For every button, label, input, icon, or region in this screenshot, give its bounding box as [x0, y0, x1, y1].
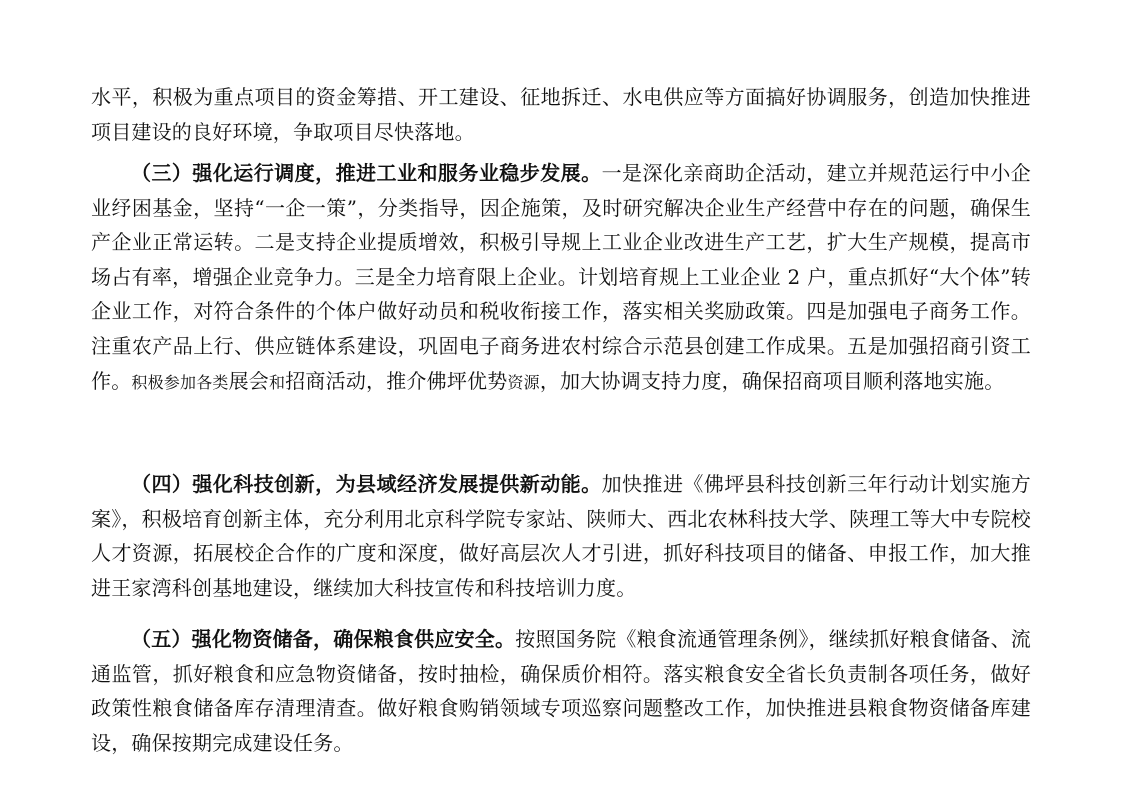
paragraph-project-services: 水平，积极为重点项目的资金筹措、开工建设、征地拆迁、水电供应等方面搞好协调服务，创造加快推进项目建设的良好环境，争取项目尽快落地。: [91, 85, 1031, 144]
section-body-4: 加快推进《佛坪县科技创新三年行动计划实施方案》，积极培育创新主体，充分利用北京科学院专家站、陕师大、西北农林科技大学、陕理工等大中专院校人才资源，拓展校企合作的广度和深度，做好高层次人才引进，抓好科技项目的储备、申报工作，加大推进王家湾科创基地建设，继续加大科技宣传和科技培训力度。: [91, 472, 1031, 600]
paragraph-tech-innovation: [91, 467, 1031, 605]
section-heading-5: （五）强化物资储备，确保粮食供应安全。: [131, 627, 516, 651]
section-body-3-small-2: 和: [269, 372, 286, 392]
section-body-5: 按照国务院《粮食流通管理条例》，继续抓好粮食储备、流通监管，抓好粮食和应急物资储备，按时抽检，确保质价相符。落实粮食安全省长负责制各项任务，做好政策性粮食储备库存清理清查。做好粮食购销领域专项巡察问题整改工作，加快推进县粮食物资储备库建设，确保按期完成建设任务。: [91, 627, 1031, 755]
paragraph-grain-reserve: [91, 622, 1031, 760]
section-body-3b: ，加大协调支持力度，确保招商项目顺利落地实施。: [539, 368, 1005, 393]
section-body-3a: 一是深化亲商助企活动，建立并规范运行中小企业纾困基金，坚持“一企一策”，分类指导，因企施策，及时研究解决企业生产经营中存在的问题，确保生产企业正常运转。二是支持企业提质增效，积极引导规上工业企业改进生产工艺，扩大生产规模，提高市场占有率，增强企业竞争力。三是全力培育限上企业。计划培育规上工业企业 2 户，重点抓好“大个体”转企业工作，对符合条件的个体户做好动员和税收衔接工作，落实相关奖励政策。四是加强电子商务工作。注重农产品上行、供应链体系建设，巩固电子商务进农村综合示范县创建工作成果。五是加强招商引资工作。: [91, 161, 1031, 393]
section-body-3-small-1: 积极参加各类: [131, 372, 229, 392]
section-heading-3: （三）强化运行调度，推进工业和服务业稳步发展。: [131, 161, 602, 185]
section-body-3-small-3: 资源: [507, 372, 540, 392]
paragraph-industry-services: [91, 156, 1031, 400]
section-body-3-mid-2: 招商活动，推介佛坪优势: [285, 368, 508, 393]
section-body-3-mid-1: 展会: [228, 368, 270, 393]
section-heading-4: （四）强化科技创新，为县域经济发展提供新动能。: [131, 472, 602, 496]
